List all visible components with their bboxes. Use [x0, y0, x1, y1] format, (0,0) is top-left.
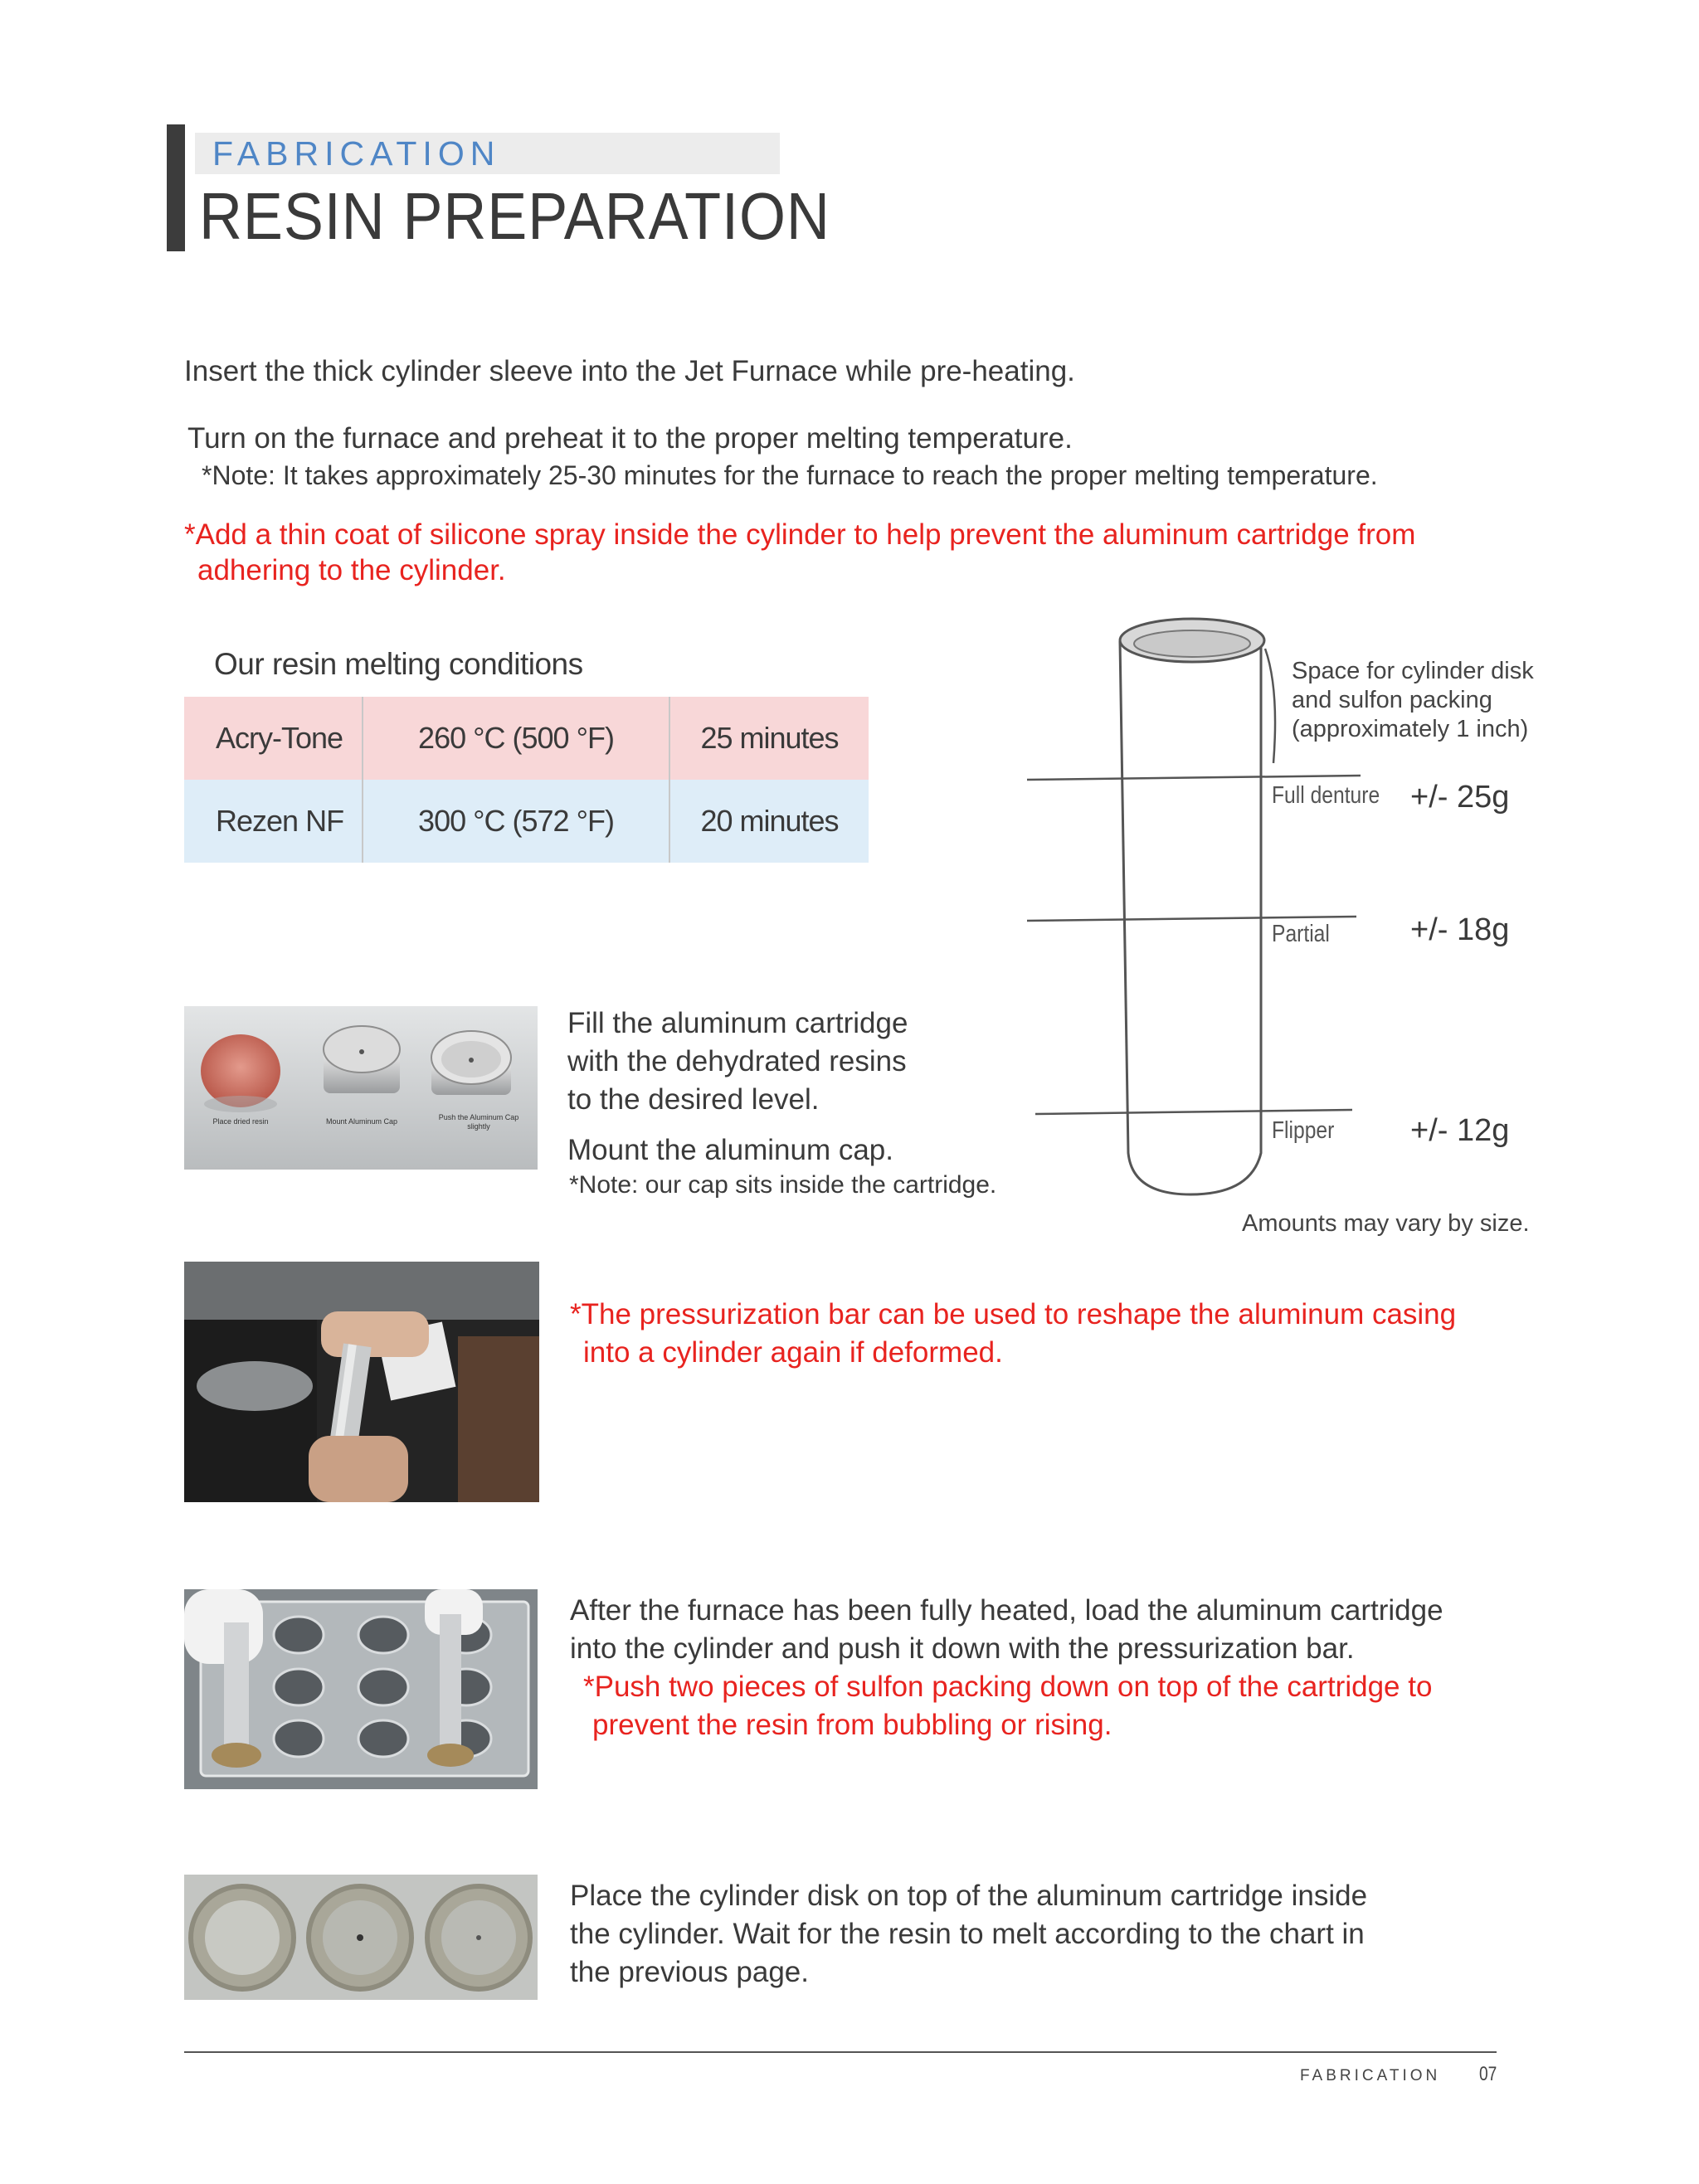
resin-temperature: 300 °C (572 °F)	[363, 780, 669, 863]
step2-line-2: into a cylinder again if deformed.	[583, 1336, 1003, 1369]
space-note-line-2: and sulfon packing	[1292, 687, 1492, 713]
furnace-loading-photo	[184, 1589, 538, 1789]
conditions-title: Our resin melting conditions	[214, 647, 583, 681]
level-label-full-denture: Full denture	[1272, 782, 1380, 809]
section-label: FABRICATION	[212, 134, 501, 173]
step4-line-2: the cylinder. Wait for the resin to melt according to the chart in	[570, 1918, 1365, 1950]
step1-line-4: Mount the aluminum cap.	[567, 1134, 893, 1166]
step2-line-1: *The pressurization bar can be used to reshape the aluminum casing	[570, 1298, 1457, 1330]
footer-section-label: FABRICATION	[1300, 2067, 1441, 2084]
step3-warning-line-1: *Push two pieces of sulfon packing down on top of the cartridge to	[583, 1671, 1433, 1703]
resin-name: Acry-Tone	[184, 697, 363, 780]
intro-warning-line-1: *Add a thin coat of silicone spray inside the cylinder to help prevent the aluminum cartridge from	[184, 518, 1416, 551]
resin-time: 20 minutes	[669, 780, 869, 863]
step3-warning-line-2: prevent the resin from bubbling or rising.	[592, 1709, 1112, 1741]
cartridge-steps-photo	[184, 1006, 538, 1170]
step1-note: *Note: our cap sits inside the cartridge.	[569, 1171, 997, 1199]
photo-caption: slightly	[467, 1122, 490, 1131]
step1-line-1: Fill the aluminum cartridge	[567, 1007, 908, 1039]
page-title: RESIN PREPARATION	[199, 179, 830, 253]
step1-line-3: to the desired level.	[567, 1083, 820, 1116]
step1-line-2: with the dehydrated resins	[567, 1045, 907, 1077]
diagram-footnote: Amounts may vary by size.	[1242, 1210, 1530, 1237]
conditions-table	[184, 697, 869, 863]
level-label-partial: Partial	[1272, 921, 1330, 947]
level-amount-full-denture: +/- 25g	[1410, 780, 1510, 815]
level-label-flipper: Flipper	[1272, 1117, 1335, 1144]
pressurization-bar-photo	[184, 1262, 539, 1502]
photo-caption: Push the Aluminum Cap	[438, 1113, 519, 1121]
photo-caption: Place dried resin	[212, 1117, 269, 1126]
level-amount-flipper: +/- 12g	[1410, 1113, 1510, 1148]
cylinder-disk-photo	[184, 1875, 538, 2000]
step3-line-1: After the furnace has been fully heated, load the aluminum cartridge	[570, 1594, 1443, 1627]
intro-line-1: Insert the thick cylinder sleeve into the Jet Furnace while pre-heating.	[184, 355, 1075, 387]
table-row	[184, 697, 869, 780]
footer-rule	[184, 2051, 1497, 2053]
intro-line-2: Turn on the furnace and preheat it to the proper melting temperature.	[187, 422, 1073, 455]
intro-note: *Note: It takes approximately 25-30 minutes for the furnace to reach the proper melting temperature.	[202, 460, 1378, 490]
page-number: 07	[1479, 2063, 1497, 2085]
table-row	[184, 780, 869, 863]
step4-line-3: the previous page.	[570, 1956, 809, 1988]
photo-caption: Mount Aluminum Cap	[325, 1117, 398, 1126]
step3-line-2: into the cylinder and push it down with the pressurization bar.	[570, 1632, 1355, 1665]
space-note-line-1: Space for cylinder disk	[1292, 658, 1534, 684]
resin-temperature: 260 °C (500 °F)	[363, 697, 669, 780]
step4-line-1: Place the cylinder disk on top of the aluminum cartridge inside	[570, 1880, 1368, 1912]
intro-warning-line-2: adhering to the cylinder.	[197, 554, 506, 586]
header-accent-bar	[167, 124, 185, 251]
space-note-line-3: (approximately 1 inch)	[1292, 716, 1529, 742]
resin-time: 25 minutes	[669, 697, 869, 780]
level-amount-partial: +/- 18g	[1410, 912, 1510, 947]
resin-name: Rezen NF	[184, 780, 363, 863]
